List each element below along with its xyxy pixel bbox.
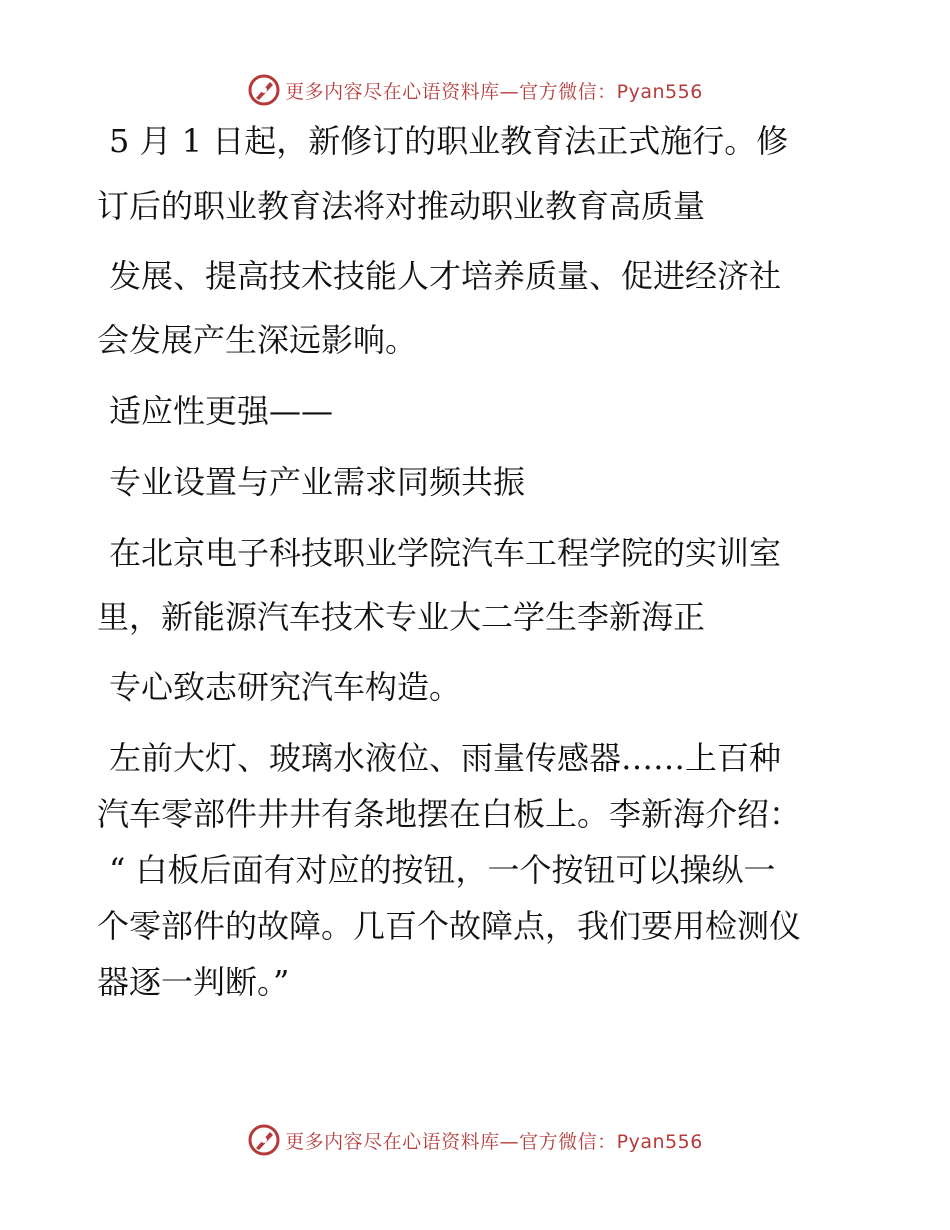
body-line: “ 白板后面有对应的按钮，一个按钮可以操纵一 — [109, 851, 776, 889]
body-line: 里，新能源汽车技术专业大二学生李新海正 — [97, 598, 706, 636]
footer-banner — [0, 1120, 950, 1160]
body-line: 在北京电子科技职业学院汽车工程学院的实训室 — [109, 534, 782, 572]
header-banner-text: 更多内容尽在心语资料库—官方微信：Pyan556 — [285, 80, 703, 103]
body-line: 汽车零部件井井有条地摆在白板上。李新海介绍： — [97, 795, 802, 833]
body-line: 发展、提高技术技能人才培养质量、促进经济社 — [109, 257, 782, 295]
header-banner — [0, 70, 950, 110]
pen-logo-icon — [247, 73, 281, 107]
footer-banner-text: 更多内容尽在心语资料库—官方微信：Pyan556 — [285, 1130, 703, 1153]
body-line: 器逐一判断。” — [97, 963, 290, 1001]
pen-logo-icon — [247, 1123, 281, 1157]
document-body — [97, 122, 857, 1001]
body-line: 适应性更强—— — [109, 392, 334, 430]
body-line: 个零部件的故障。几百个故障点，我们要用检测仪 — [97, 907, 802, 945]
body-line: 专业设置与产业需求同频共振 — [109, 463, 526, 501]
body-line: 5 月 1 日起，新修订的职业教育法正式施行。修 — [109, 122, 789, 160]
body-line: 左前大灯、玻璃水液位、雨量传感器……上百种 — [109, 739, 782, 777]
body-line: 订后的职业教育法将对推动职业教育高质量 — [97, 187, 706, 225]
body-line: 专心致志研究汽车构造。 — [109, 668, 462, 706]
body-line: 会发展产生深远影响。 — [97, 321, 418, 359]
